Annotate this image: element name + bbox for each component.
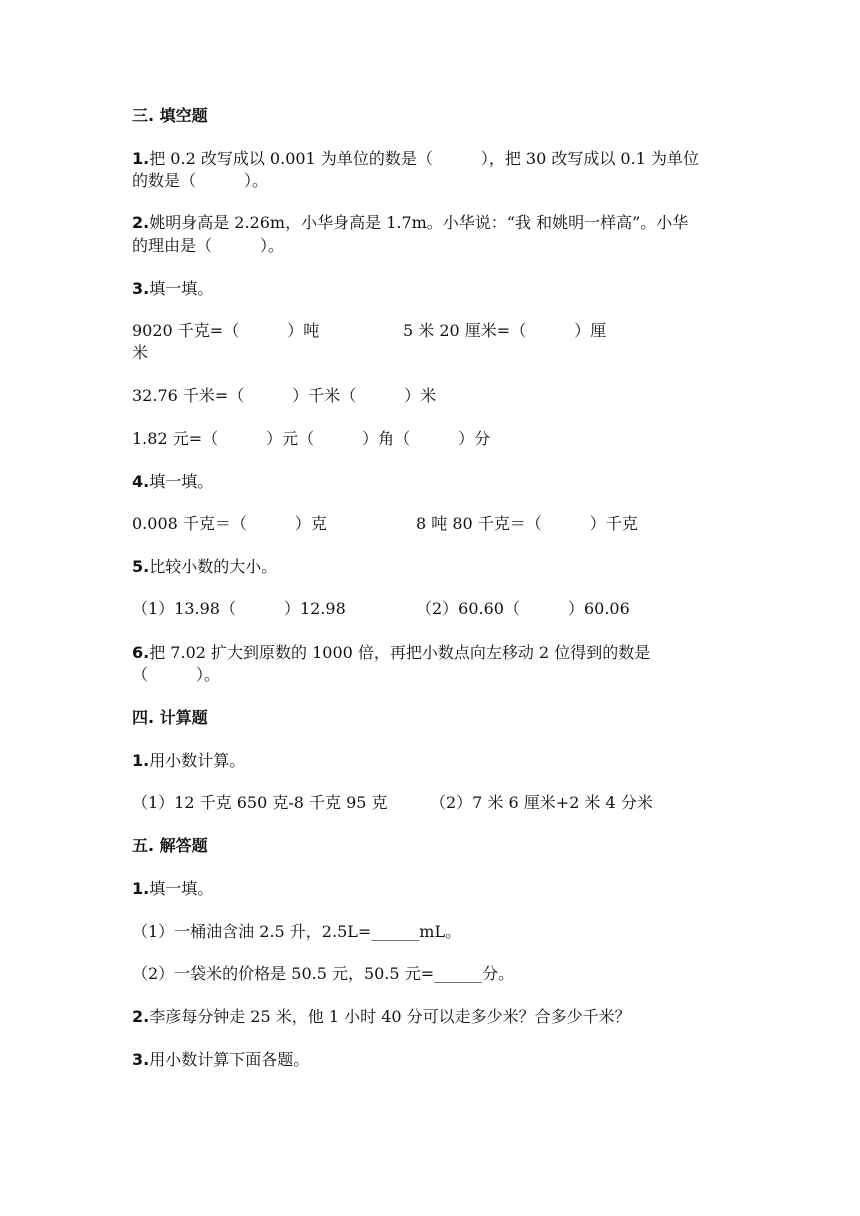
question-3-2-line-1 (132, 212, 688, 234)
question-3-5 (132, 556, 277, 578)
question-number: 1. (132, 149, 150, 168)
question-3-5-item-a: （1）13.98（ ）12.98 (132, 599, 346, 618)
question-3-3-item-2: 32.76 千米=（ ）千米（ ）米 (132, 386, 437, 405)
question-number: 3. (132, 279, 150, 298)
question-number: 2. (132, 213, 150, 232)
question-number: 2. (132, 1007, 150, 1026)
question-text: 把 7.02 扩大到原数的 1000 倍，再把小数点向左移动 2 位得到的数是 (149, 643, 651, 662)
question-4-1 (132, 750, 245, 772)
question-4-1-item-b: （2）7 米 6 厘米+2 米 4 分米 (430, 793, 653, 812)
question-text: 填一填。 (149, 279, 214, 298)
question-5-1-item-b: （2）一袋米的价格是 50.5 元，50.5 元=______分。 (132, 964, 515, 983)
question-3-3-item-1b: 5 米 20 厘米=（ ）厘 (403, 321, 607, 340)
question-number: 6. (132, 643, 150, 662)
question-4-1-item-a: （1）12 千克 650 克-8 千克 95 克 (132, 793, 388, 812)
question-3-6-line-2: （ ）。 (132, 665, 221, 684)
question-text: 填一填。 (149, 879, 214, 898)
question-3-3-item-1c: 米 (132, 343, 149, 362)
question-5-1 (132, 878, 213, 900)
question-number: 3. (132, 1050, 150, 1069)
question-3-1-line-2: 的数是（ ）。 (132, 171, 269, 190)
question-3-2-line-2: 的理由是（ ）。 (132, 236, 285, 255)
question-text: 用小数计算。 (149, 751, 246, 770)
question-5-3 (132, 1049, 309, 1071)
section-title-calculation: 四. 计算题 (132, 708, 208, 727)
question-text: 李彦每分钟走 25 米，他 1 小时 40 分可以走多少米？合多少千米？ (149, 1007, 631, 1026)
question-text: 比较小数的大小。 (149, 557, 278, 576)
question-text: 填一填。 (149, 472, 214, 491)
question-number: 5. (132, 557, 150, 576)
question-5-2 (132, 1006, 631, 1028)
question-text: 把 0.2 改写成以 0.001 为单位的数是（ ），把 30 改写成以 0.1 为单位 (149, 149, 699, 168)
question-3-4 (132, 471, 213, 493)
question-text: 用小数计算下面各题。 (149, 1050, 310, 1069)
section-title-word-problems: 五. 解答题 (132, 836, 208, 855)
question-number: 1. (132, 751, 150, 770)
question-number: 4. (132, 472, 150, 491)
question-3-3 (132, 278, 213, 300)
question-3-6-line-1 (132, 642, 650, 664)
question-3-5-item-b: （2）60.60（ ）60.06 (416, 599, 630, 618)
question-number: 1. (132, 879, 150, 898)
question-3-4-item-a: 0.008 千克＝（ ）克 (132, 514, 327, 533)
question-3-4-item-b: 8 吨 80 千克＝（ ）千克 (416, 514, 638, 533)
question-5-1-item-a: （1）一桶油含油 2.5 升，2.5L=______mL。 (132, 922, 462, 941)
question-text: 姚明身高是 2.26m，小华身高是 1.7m。小华说：“我 和姚明一样高”。小华 (149, 213, 689, 232)
section-title-fill-blank: 三. 填空题 (132, 106, 208, 125)
question-3-1-line-1 (132, 148, 699, 170)
question-3-3-item-3: 1.82 元=（ ）元（ ）角（ ）分 (132, 429, 491, 448)
question-3-3-item-1a: 9020 千克=（ ）吨 (132, 321, 320, 340)
